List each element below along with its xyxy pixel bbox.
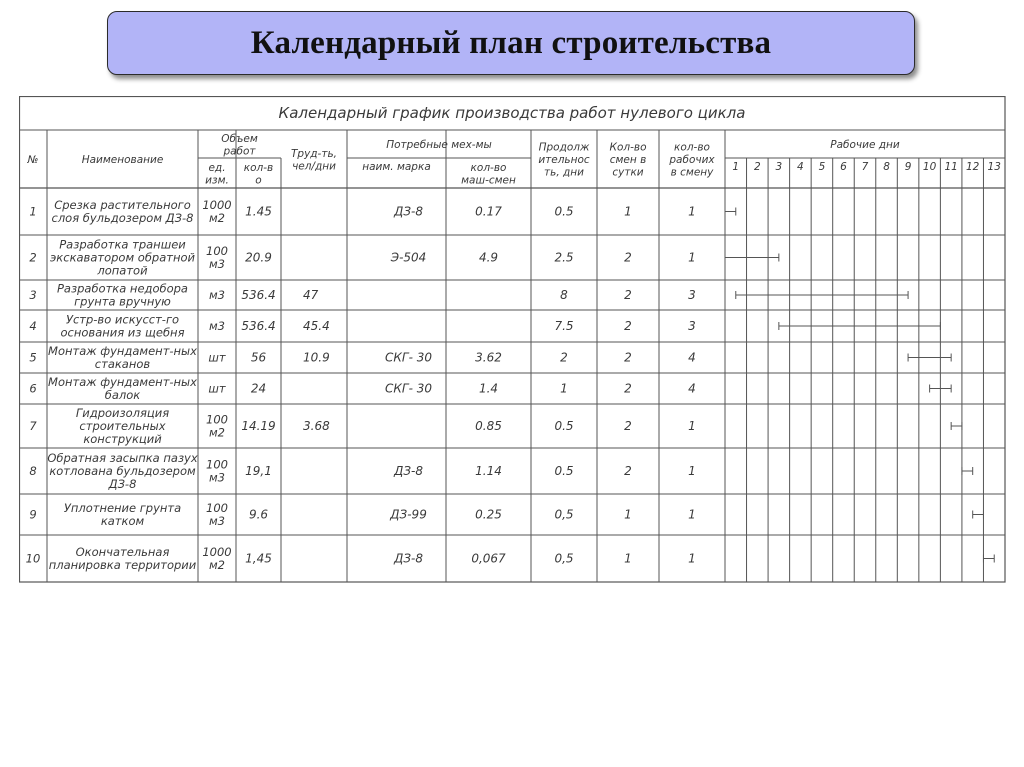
row-qty: 9.6 — [248, 507, 269, 522]
row-machine-shifts: 0.85 — [475, 419, 502, 433]
row-workers: 1 — [688, 464, 696, 478]
row-workers: 3 — [688, 319, 696, 333]
row-machine-mark: ДЗ-8 — [393, 204, 424, 219]
day-number-4: 4 — [797, 161, 804, 173]
day-number-13: 13 — [987, 161, 1001, 173]
row-workers: 4 — [688, 381, 696, 396]
row-machine-shifts: 3.62 — [475, 350, 502, 365]
slide-title-box — [107, 11, 915, 75]
row-qty: 19,1 — [245, 464, 272, 478]
row-name: Разработка недобора грунта вручную — [57, 281, 188, 309]
row-machine-mark: ДЗ-8 — [393, 551, 424, 566]
header-duration: Продолж ительнос ть, дни — [538, 141, 590, 179]
row-duration: 0.5 — [554, 419, 574, 433]
row-duration: 8 — [560, 288, 568, 302]
day-number-3: 3 — [775, 161, 783, 173]
row-duration: 0.5 — [554, 204, 574, 219]
row-unit: 100 м3 — [206, 244, 228, 271]
row-duration: 2 — [560, 350, 568, 365]
row-machine-mark: СКГ- 30 — [385, 350, 432, 365]
row-workers: 1 — [688, 250, 696, 265]
row-shifts: 2 — [624, 250, 632, 265]
row-num: 3 — [29, 288, 37, 302]
row-name: Уплотнение грунта катком — [63, 501, 182, 528]
row-machine-shifts: 0.25 — [475, 507, 502, 522]
row-unit: м3 — [209, 319, 225, 333]
row-shifts: 2 — [624, 464, 632, 478]
row-machine-mark: Э-504 — [390, 250, 427, 265]
row-shifts: 2 — [624, 419, 632, 433]
row-qty: 24 — [250, 381, 267, 396]
row-duration: 0.5 — [554, 464, 574, 478]
day-number-1: 1 — [732, 161, 740, 173]
row-unit: 100 м3 — [206, 457, 228, 485]
row-qty: 1,45 — [245, 551, 272, 566]
header-workers: кол-во рабочих в смену — [669, 141, 715, 179]
row-num: 2 — [29, 250, 37, 265]
row-machine-mark: СКГ- 30 — [385, 381, 432, 396]
row-workers: 1 — [688, 204, 696, 219]
row-unit: 1000 м2 — [202, 545, 232, 572]
row-shifts: 2 — [624, 288, 632, 302]
row-duration: 1 — [560, 381, 568, 396]
header-machine-shifts: кол-во маш-смен — [461, 161, 516, 187]
row-name: Срезка растительного слоя бульдозером ДЗ-8 — [51, 198, 194, 225]
row-machine-shifts: 1.14 — [475, 464, 502, 478]
header-shifts: Кол-во смен в сутки — [609, 141, 647, 179]
row-num: 9 — [29, 507, 37, 522]
row-unit: 1000 м2 — [202, 198, 232, 225]
row-name: Устр-во искусст-го основания из щебня — [60, 312, 185, 340]
row-name: Гидроизоляция строительных конструкций — [75, 406, 170, 446]
row-machine-shifts: 0,067 — [471, 551, 506, 566]
row-unit: шт — [208, 381, 226, 396]
row-workers: 4 — [688, 350, 696, 365]
row-num: 4 — [29, 319, 37, 333]
row-labor: 47 — [303, 288, 319, 302]
row-machine-mark: ДЗ-99 — [390, 507, 427, 522]
row-workers: 3 — [688, 288, 696, 302]
row-duration: 0,5 — [554, 507, 574, 522]
row-num: 10 — [25, 551, 41, 566]
day-number-10: 10 — [922, 161, 937, 173]
header-days: Рабочие дни — [830, 139, 900, 151]
header-volume-unit: ед. изм. — [205, 161, 229, 187]
row-unit: 100 м2 — [206, 412, 228, 440]
day-number-12: 12 — [966, 161, 980, 173]
row-shifts: 2 — [624, 381, 632, 396]
row-name: Разработка траншеи экскаватором обратной лопатой — [49, 237, 196, 278]
day-number-11: 11 — [944, 161, 958, 173]
row-qty: 14.19 — [241, 419, 276, 433]
slide-title: Календарный план строительства — [250, 24, 772, 61]
row-labor: 45.4 — [303, 319, 330, 333]
row-num: 6 — [29, 381, 37, 396]
row-name: Монтаж фундамент-ных стаканов — [48, 344, 197, 371]
row-shifts: 1 — [624, 507, 632, 522]
row-qty: 20.9 — [245, 250, 272, 265]
day-number-7: 7 — [861, 161, 869, 173]
row-name: Монтаж фундамент-ных балок — [48, 375, 197, 402]
row-unit: м3 — [209, 288, 225, 302]
row-num: 5 — [29, 350, 37, 365]
row-workers: 1 — [688, 419, 696, 433]
row-name: Окончательная планировка территории — [48, 545, 197, 572]
row-shifts: 1 — [624, 204, 632, 219]
header-labor: Труд-ть, чел/дни — [291, 147, 337, 173]
row-unit: шт — [208, 350, 226, 365]
row-shifts: 2 — [624, 319, 632, 333]
row-qty: 56 — [250, 350, 267, 365]
schedule-table — [19, 96, 1006, 583]
row-duration: 7.5 — [554, 319, 574, 333]
row-duration: 2.5 — [554, 250, 574, 265]
row-workers: 1 — [688, 507, 696, 522]
header-machine-mark: наим. марка — [362, 161, 431, 173]
row-name: Обратная засыпка пазух котлована бульдозером ДЗ-8 — [47, 451, 198, 491]
row-machine-shifts: 4.9 — [478, 250, 499, 265]
header-volume: Объем работ — [221, 132, 258, 158]
row-workers: 1 — [688, 551, 696, 566]
table-caption: Календарный график производства работ нулевого цикла — [278, 104, 746, 122]
row-machine-shifts: 0.17 — [475, 204, 502, 219]
day-number-9: 9 — [904, 161, 912, 173]
row-qty: 1.45 — [245, 204, 272, 219]
row-shifts: 2 — [624, 350, 632, 365]
row-duration: 0,5 — [554, 551, 574, 566]
day-number-8: 8 — [883, 161, 890, 173]
row-machine-shifts: 1.4 — [478, 381, 499, 396]
row-qty: 536.4 — [241, 319, 276, 333]
header-volume-qty: кол-в о — [243, 161, 274, 187]
row-labor: 10.9 — [303, 350, 330, 365]
day-number-2: 2 — [753, 161, 761, 173]
header-num: № — [27, 154, 39, 166]
row-num: 8 — [29, 464, 37, 478]
row-shifts: 1 — [624, 551, 632, 566]
day-number-5: 5 — [818, 161, 826, 173]
row-qty: 536.4 — [241, 288, 276, 302]
header-machines: Потребные мех-мы — [386, 139, 492, 151]
row-unit: 100 м3 — [206, 501, 228, 528]
schedule-table-drawing — [19, 96, 1006, 583]
day-number-6: 6 — [840, 161, 847, 173]
row-machine-mark: ДЗ-8 — [393, 464, 424, 478]
row-num: 1 — [29, 204, 37, 219]
row-num: 7 — [29, 419, 37, 433]
header-name: Наименование — [81, 154, 164, 166]
row-labor: 3.68 — [303, 419, 330, 433]
